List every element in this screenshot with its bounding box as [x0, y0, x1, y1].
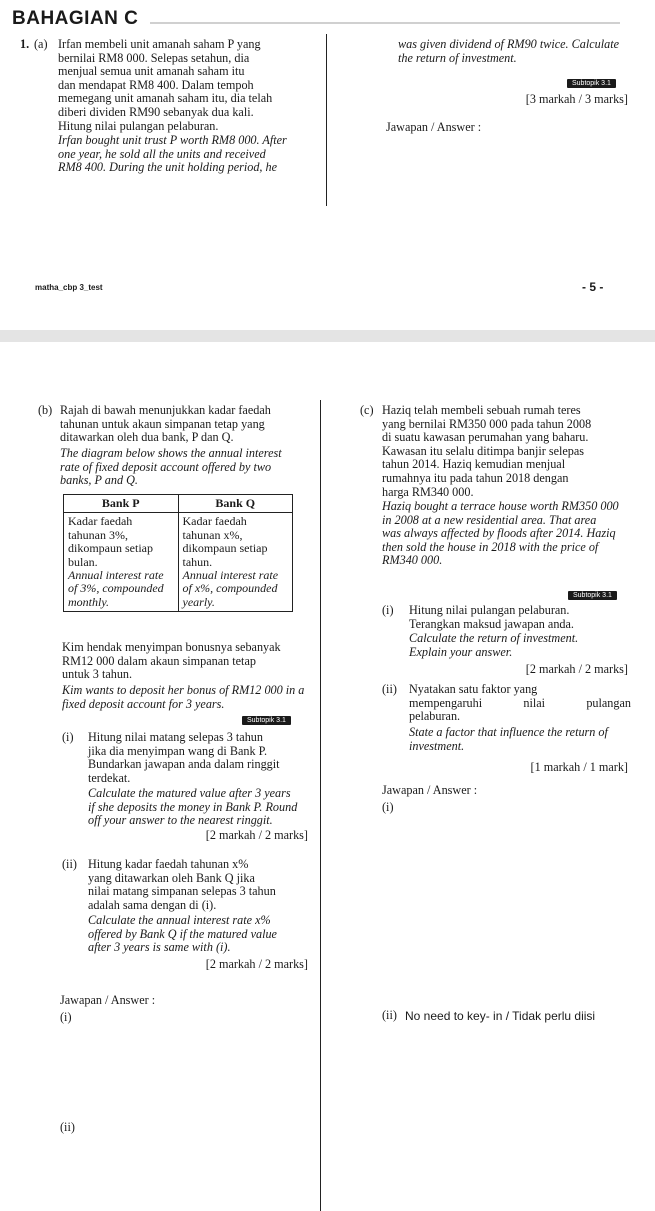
handwritten-note: No need to key- in / Tidak perlu diisi: [405, 1009, 596, 1023]
bank-p-header: Bank P: [64, 495, 179, 513]
q1b-stem-malay: Kim hendak menyimpan bonusnya sebanyak RM12 000 dalam akaun simpanan tetap untuk 3 tahun.: [62, 640, 281, 682]
bank-rates-table: [63, 494, 293, 612]
q1b-answer-i: (i): [60, 1010, 72, 1024]
q1a-english-continued: was given dividend of RM90 twice. Calculate the return of investment.: [398, 37, 620, 65]
q1c-answer-ii: (ii): [382, 1008, 397, 1022]
q1b-malay-text: Rajah di bawah menunjukkan kadar faedah tahunan untuk akaun simpanan tetap yang ditawarkan oleh dua bank, P dan Q.: [60, 403, 271, 445]
q1c-answer-label: Jawapan / Answer :: [382, 783, 478, 797]
q1b-i-english: Calculate the matured value after 3 years if she deposits the money in Bank P. Round off your answer to the nearest ringgit.: [88, 786, 298, 828]
header-rule: [150, 22, 620, 24]
part-label-a: (a): [34, 37, 48, 51]
page-break: [0, 330, 655, 342]
q1c-i-label: (i): [382, 603, 394, 617]
column-divider-bottom: [320, 400, 321, 1211]
q1b-ii-malay: Hitung kadar faedah tahunan x% yang ditawarkan oleh Bank Q jika nilai matang simpanan selepas 3 tahun adalah sama dengan di (i).: [88, 857, 276, 912]
q1c-answer-i: (i): [382, 800, 394, 814]
section-title: BAHAGIAN C: [12, 8, 139, 29]
question-number: 1.: [20, 37, 30, 51]
q1a-answer-label: Jawapan / Answer :: [386, 120, 482, 134]
q1b-ii-label: (ii): [62, 857, 77, 871]
q1b-answer-label: Jawapan / Answer :: [60, 993, 156, 1007]
q1b-ii-english: Calculate the annual interest rate x% offered by Bank Q if the matured value after 3 years is same with (i).: [88, 913, 277, 955]
q1c-i-malay: Hitung nilai pulangan pelaburan. Terangkan maksud jawapan anda.: [409, 603, 574, 631]
part-label-c: (c): [360, 403, 374, 417]
q1c-i-marks: [2 markah / 2 marks]: [525, 662, 628, 676]
page-number: - 5 -: [582, 280, 604, 294]
q1c-ii-label: (ii): [382, 682, 397, 696]
q1b-i-malay: Hitung nilai matang selepas 3 tahun jika dia menyimpan wang di Bank P. Bundarkan jawapan anda dalam ringgit terdekat.: [88, 730, 280, 785]
q1b-stem-english: Kim wants to deposit her bonus of RM12 000 in a fixed deposit account for 3 years.: [62, 683, 305, 711]
q1c-ii-english: State a factor that influence the return of investment.: [409, 725, 608, 753]
bank-q-header: Bank Q: [178, 495, 293, 513]
subtopic-badge: Subtopik 3.1: [568, 591, 617, 600]
q1c-i-english: Calculate the return of investment. Explain your answer.: [409, 631, 579, 659]
q1b-answer-ii: (ii): [60, 1120, 75, 1134]
q1b-english-text: The diagram below shows the annual interest rate of fixed deposit account offered by two banks, P and Q.: [60, 446, 282, 488]
part-label-b: (b): [38, 403, 53, 417]
q1c-ii-malay: Nyatakan satu faktor yang mempengaruhi nilai pulangan pelaburan.: [409, 682, 631, 724]
q1b-i-label: (i): [62, 730, 74, 744]
subtopic-badge: Subtopik 3.1: [567, 79, 616, 88]
footer-filename: matha_cbp 3_test: [35, 283, 103, 292]
q1a-english-text: Irfan bought unit trust P worth RM8 000. After one year, he sold all the units and received RM8 400. During the unit holding period, he: [58, 133, 287, 175]
q1a-malay-text: Irfan membeli unit amanah saham P yang bernilai RM8 000. Selepas setahun, dia menjual semua unit amanah saham itu dan mendapat RM8 400. Dalam tempoh memegang unit amanah saham itu, dia telah diberi dividen RM90 sebanyak dua kali. Hitung nilai pulangan pelaburan.: [58, 37, 273, 133]
q1b-i-marks: [2 markah / 2 marks]: [205, 828, 308, 842]
subtopic-badge: Subtopik 3.1: [242, 716, 291, 725]
bank-q-description: Kadar faedah tahunan x%, dikompaun setiap tahun. Annual interest rate of x%, compounded yearly.: [178, 513, 293, 612]
q1b-ii-marks: [2 markah / 2 marks]: [205, 957, 308, 971]
column-divider-top: [326, 34, 327, 206]
q1c-malay-text: Haziq telah membeli sebuah rumah teres yang bernilai RM350 000 pada tahun 2008 di suatu kawasan perumahan yang baharu. Kawasan itu selalu ditimpa banjir selepas tahun 2014. Haziq kemudian menjual rumahnya itu pada tahun 2018 dengan harga RM340 000.: [382, 403, 592, 499]
q1a-marks: [3 markah / 3 marks]: [525, 92, 628, 106]
bank-p-description: Kadar faedah tahunan 3%, dikompaun setiap bulan. Annual interest rate of 3%, compounded monthly.: [64, 513, 179, 612]
q1c-ii-marks: [1 markah / 1 mark]: [530, 760, 628, 774]
q1c-english-text: Haziq bought a terrace house worth RM350 000 in 2008 at a new residential area. That area was always affected by floods after 2014. Haziq then sold the house in 2018 with the price of RM340 000.: [382, 499, 619, 568]
